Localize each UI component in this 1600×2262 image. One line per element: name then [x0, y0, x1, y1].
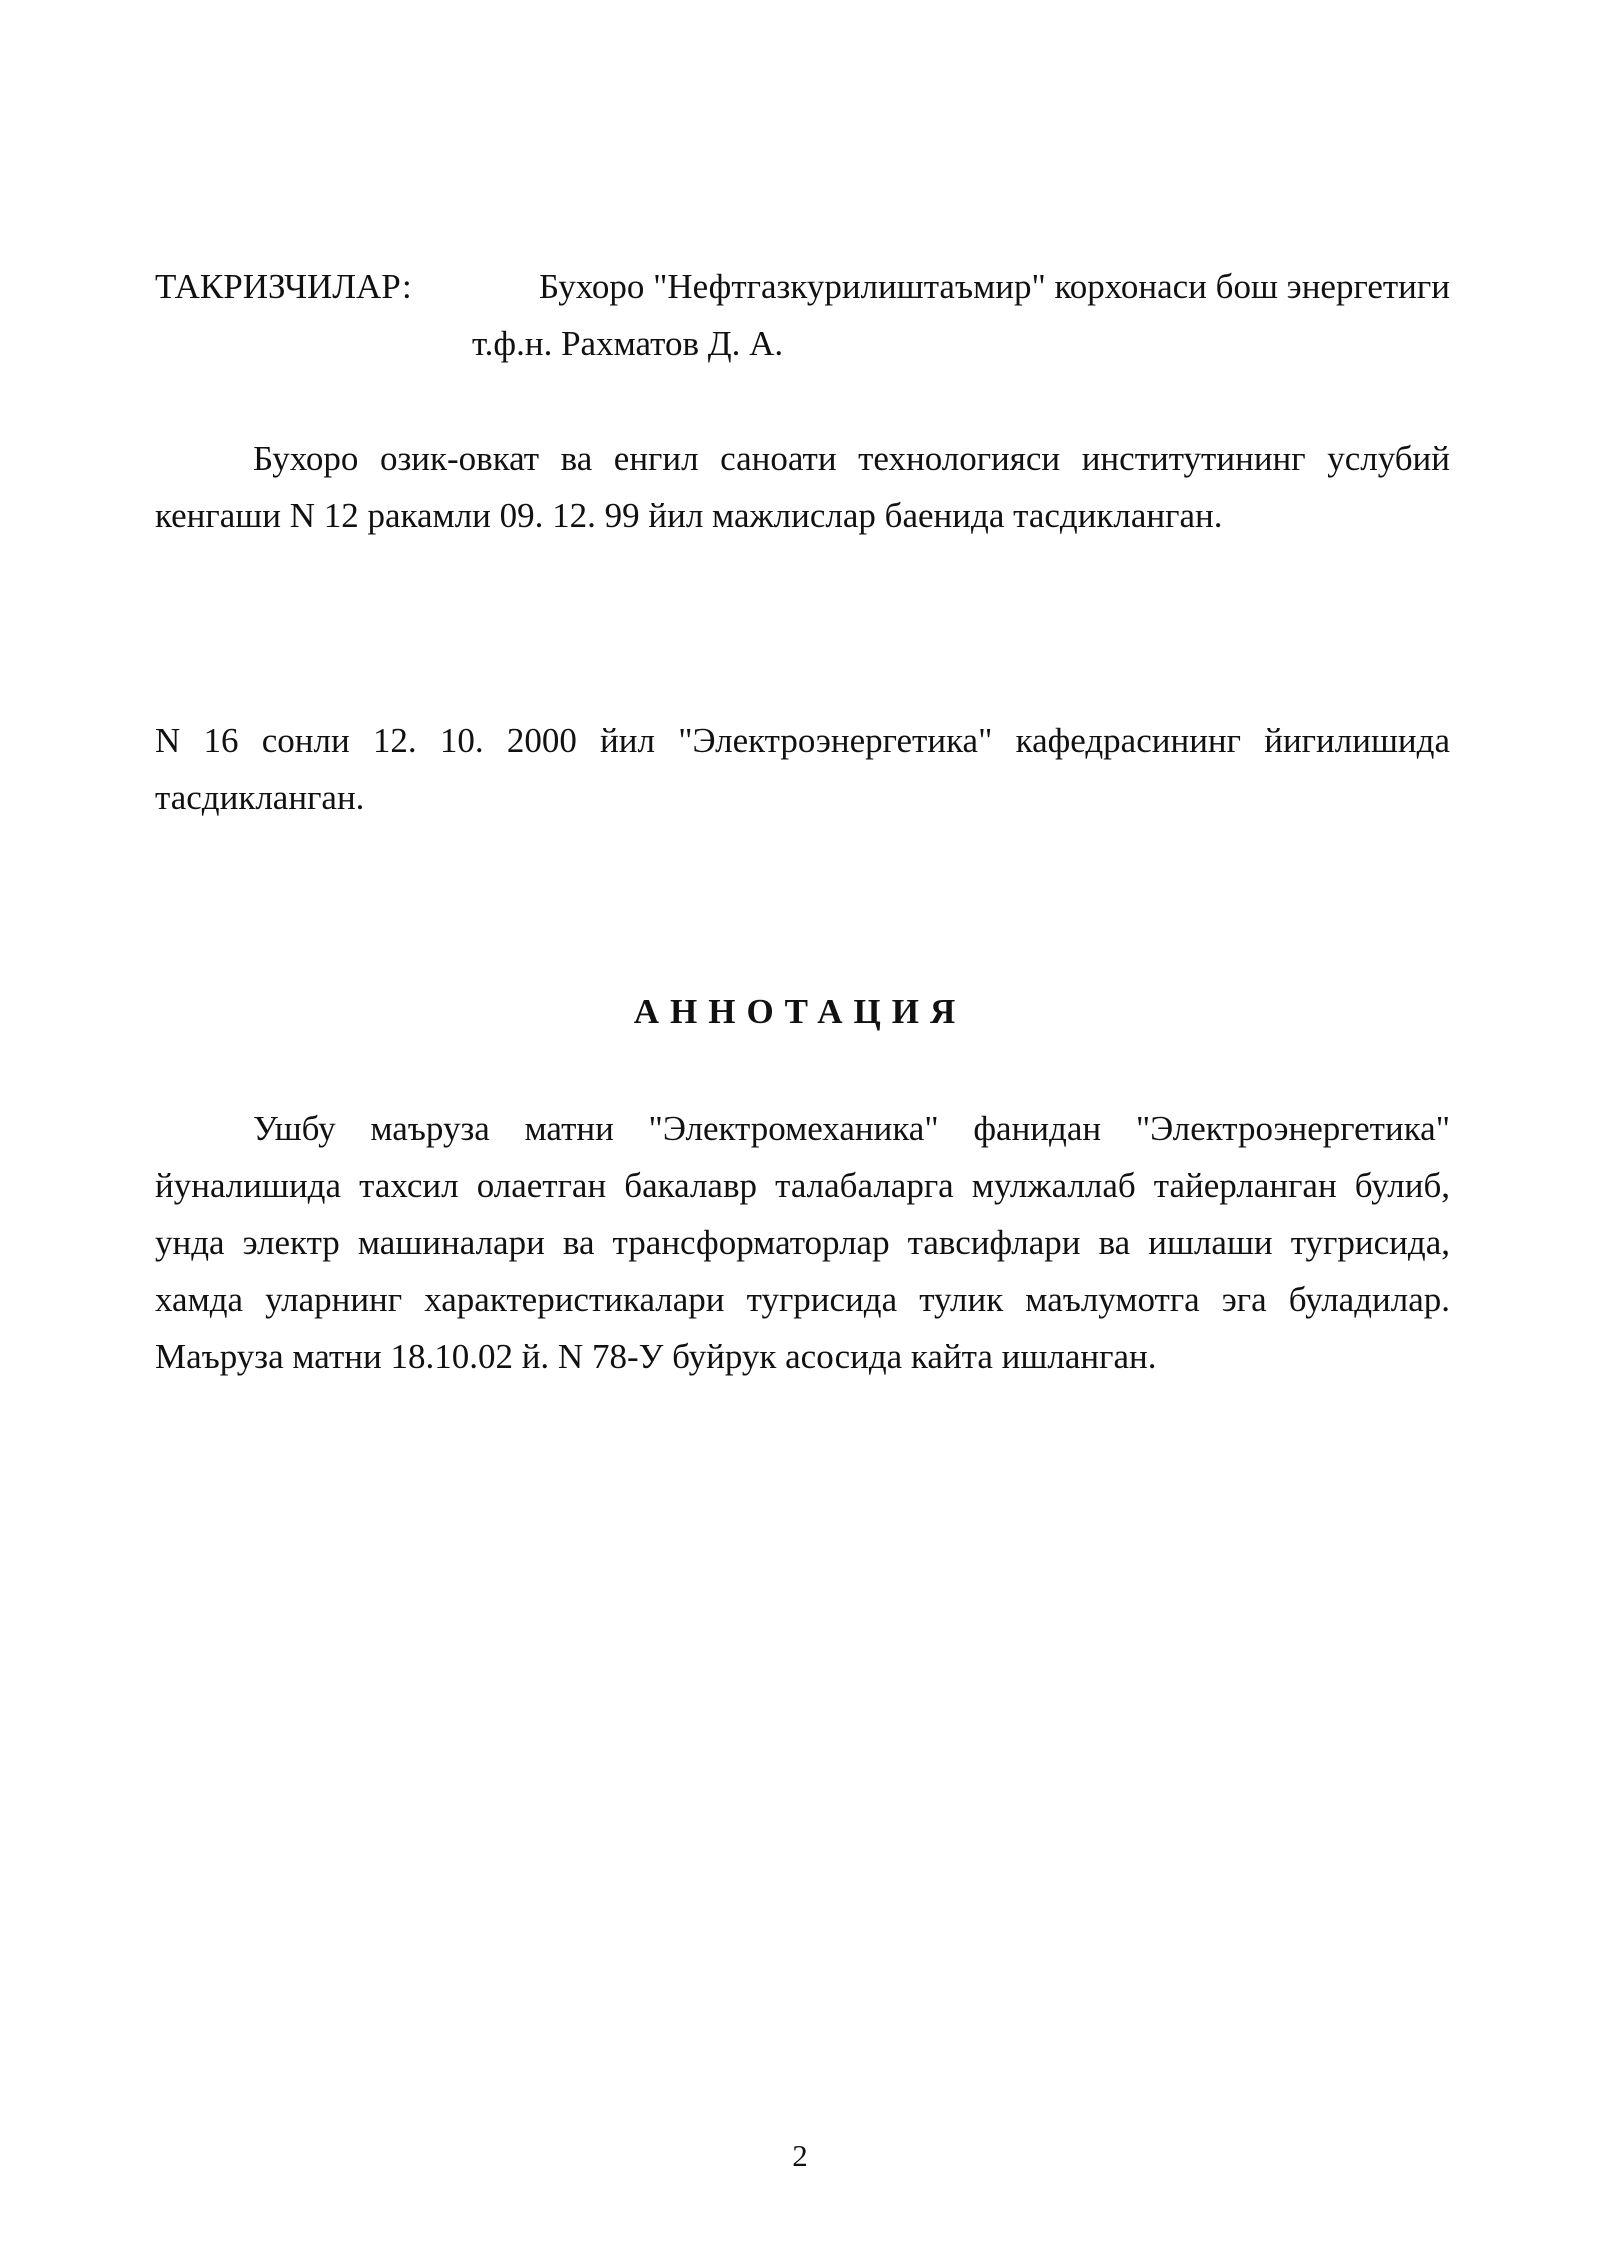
annotation-paragraph: Ушбу маъруза матни "Электромеханика" фанидан "Электроэнергетика" йуналишида тахсил олаетган бакалавр талабаларга мулжаллаб тайерланган булиб, унда электр машиналари ва трансформаторлар тавсифлари ва ишлаши тугрисида, хамда уларнинг характеристикалари тугрисида тулик маълумотга эга буладилар. Маъруза матни 18.10.02 й. N 78-У буйрук асосида кайта ишланган. [155, 1109, 1450, 1376]
approval-council-paragraph: Бухоро озик-овкат ва енгил саноати технологияси институтининг услубий кенгаши N 12 ракамли 09. 12. 99 йил мажлислар баенида тасдикланган. [155, 439, 1450, 535]
reviewers-block [155, 258, 1450, 372]
reviewers-label: ТАКРИЗЧИЛАР: [155, 267, 412, 306]
reviewer-name: т.ф.н. Рахматов Д. А. [472, 324, 784, 363]
reviewers-organization: Бухоро "Нефтгазкурилиштаъмир" корхонаси бош энергетиги [538, 267, 1450, 306]
page-number: 2 [792, 2138, 808, 2173]
reviewers-line-1 [155, 258, 1450, 315]
approval-department-paragraph: N 16 сонли 12. 10. 2000 йил "Электроэнергетика" кафедрасининг йигилишида тасдикланган. [155, 721, 1450, 817]
annotation-heading: АННОТАЦИЯ [633, 992, 967, 1031]
